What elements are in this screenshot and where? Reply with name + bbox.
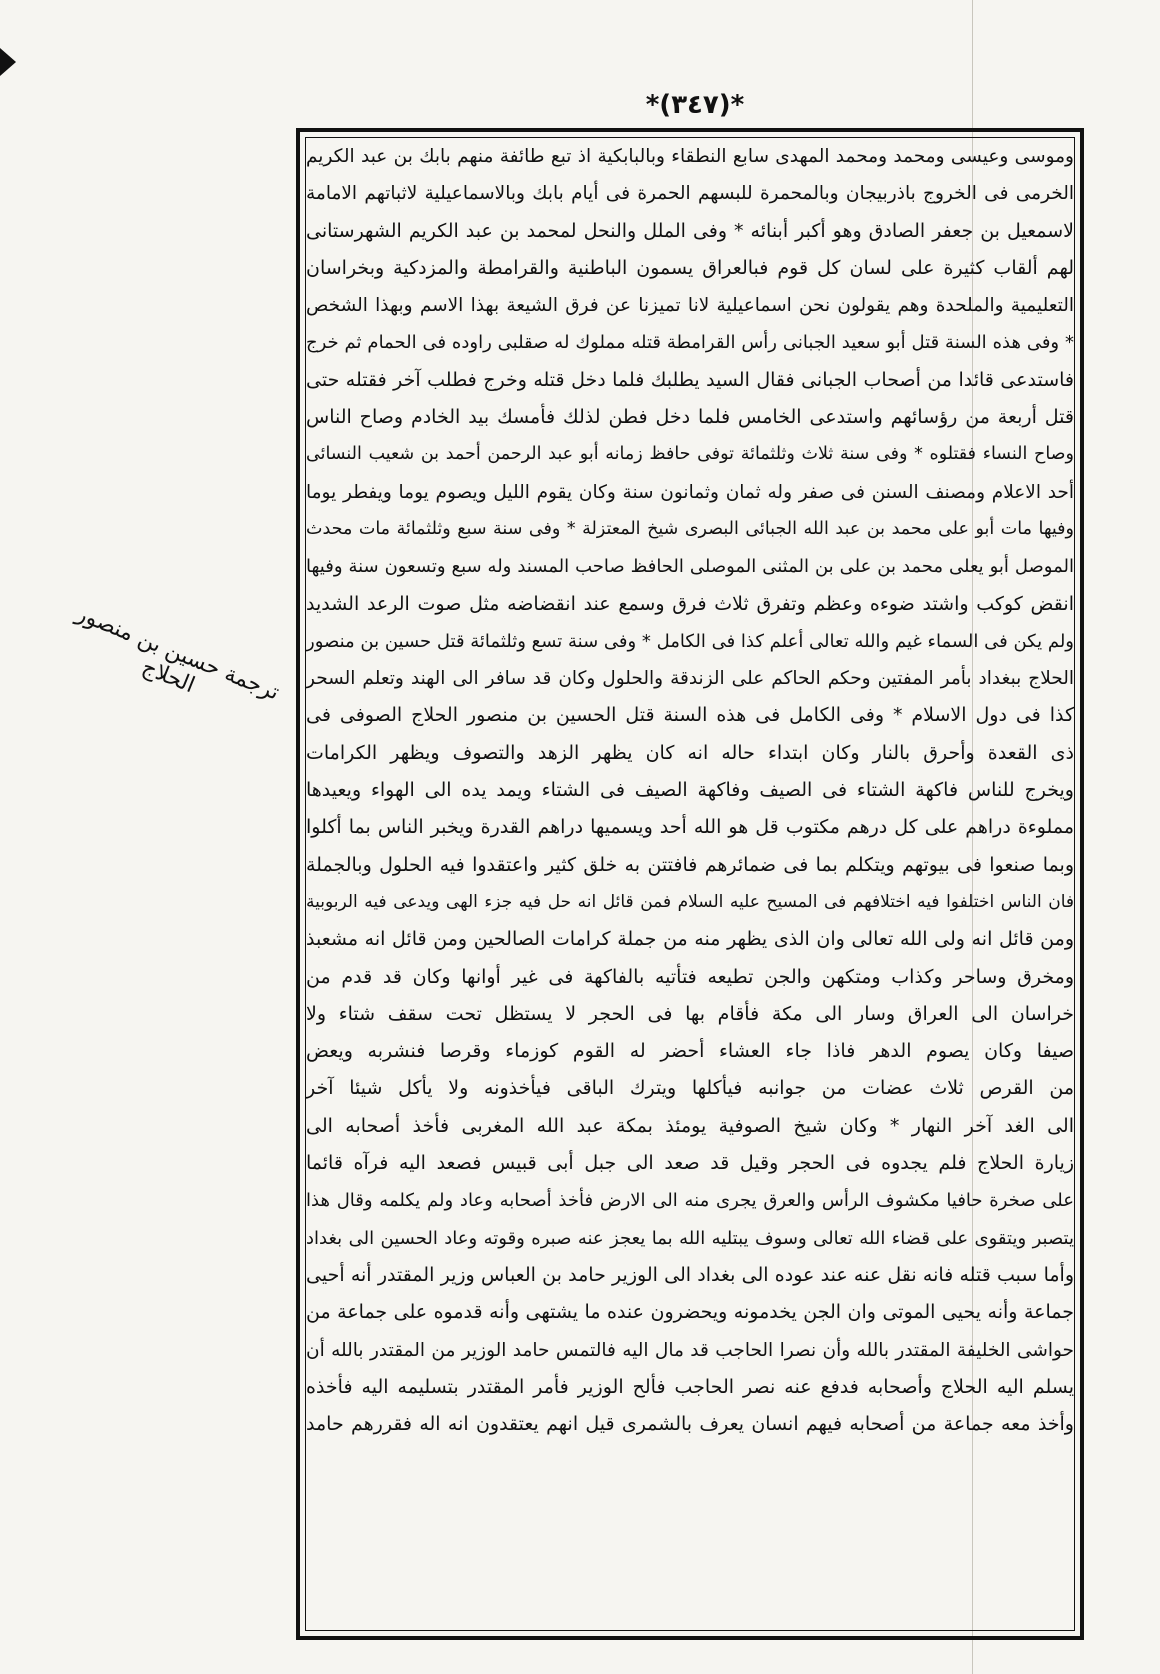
text-line: حواشى الخليفة المقتدر بالله وأن نصرا الحاجب قد مال اليه فالتمس حامد الوزير من المقتدر بالله أن [306, 1339, 1074, 1361]
text-line: وصاح النساء فقتلوه * وفى سنة ثلاث وثلثمائة توفى حافظ زمانه أبو عبد الرحمن أحمد بن شعيب النسائى [306, 444, 1074, 465]
text-line: قتل أربعة من رؤسائهم واستدعى الخامس فلما دخل فطن لذلك فأمسك بيد الخادم وصاح الناس [306, 406, 1074, 429]
text-line: وفيها مات أبو على محمد بن عبد الله الجبائى البصرى شيخ المعتزلة * وفى سنة سبع وثلثمائة مات محدث [306, 518, 1074, 539]
text-line: ولم يكن فى السماء غيم والله تعالى أعلم كذا فى الكامل * وفى سنة تسع وثلثمائة قتل حسين بن منصور [306, 630, 1074, 652]
text-line: أحد الاعلام ومصنف السنن فى صفر وله ثمان وثمانون سنة وكان يقوم الليل ويصوم يوما ويفطر يوما [306, 481, 1074, 503]
text-line: فاستدعى قائدا من أصحاب الجبانى فقال السيد يطلبك فلما دخل قتله وخرج فطلب آخر فقتله حتى [306, 368, 1074, 391]
text-line: صيفا وكان يصوم الدهر فاذا جاء العشاء أحضر له القوم كوزماء وقرصا فنشربه ويعض [306, 1040, 1074, 1063]
text-line: وأما سبب قتله فانه نقل عنه عند عوده الى بغداد الى الوزير حامد بن العباس وزير المقتدر أنه أحيى [306, 1263, 1074, 1286]
text-line: الى الغد آخر النهار * وكان شيخ الصوفية يومئذ بمكة عبد الله المغربى فأخذ أصحابه الى [306, 1114, 1074, 1137]
text-line: فان الناس اختلفوا فيه اختلافهم فى المسيح عليه السلام فمن قائل انه حل فيه جزء الهى ويدعى فيه الربوبية [306, 891, 1074, 912]
text-line: ومخرق وساحر وكذاب ومتكهن والجن تطيعه فتأتيه بالفاكهة فى غير أوانها وكان قد قدم من [306, 965, 1074, 988]
text-line: ذى القعدة وأحرق بالنار وكان ابتداء حاله انه كان يظهر الزهد والتصوف ويظهر الكرامات [306, 741, 1074, 764]
text-line: وموسى وعيسى ومحمد ومحمد المهدى سابع النطقاء وبالبابكية اذ تبع طائفة منهم بابك بن عبد الكريم [306, 146, 1074, 167]
text-line: الموصل أبو يعلى محمد بن على بن المثنى الموصلى الحافظ صاحب المسند وله سبع وتسعون سنة وفيها [306, 556, 1074, 578]
text-line: ويخرج للناس فاكهة الشتاء فى الصيف وفاكهة الصيف فى الشتاء ويمد يده الى الهواء ويعيدها [306, 779, 1074, 802]
binding-edge-mark [0, 48, 16, 76]
text-line: * وفى هذه السنة قتل أبو سعيد الجبانى رأس القرامطة قتله مملوك له صقلبى راوده فى الحمام ثم خرج [306, 332, 1074, 354]
margin-note: ترجمة حسين بن منصور الحلاج [72, 601, 283, 706]
text-line: على صخرة حافيا مكشوف الرأس والعرق يجرى منه الى الارض فأخذ أصحابه وعاد ولم يكلمه وقال هذا [306, 1190, 1074, 1212]
text-line: انقض كوكب واشتد ضوءه وعظم وتفرق ثلاث فرق وسمع عند انقضاضه مثل صوت الرعد الشديد [306, 592, 1074, 615]
text-line: الخرمى فى الخروج باذربيجان وبالمحمرة للبسهم الحمرة فى أيام بابك وبالاسماعيلية لاثباتهم الامامة [306, 183, 1074, 205]
text-line: مملوءة دراهم على كل درهم مكتوب قل هو الله أحد ويسميها دراهم القدرة ويخبر الناس بما أكلوا [306, 816, 1074, 839]
text-line: يسلم اليه الحلاج وأصحابه فدفع عنه نصر الحاجب فألح الوزير فأمر المقتدر بتسليمه اليه فأخذه [306, 1375, 1074, 1398]
body-text [306, 138, 1074, 1443]
text-line: يتصبر ويتقوى على قضاء الله تعالى وسوف يبتليه الله بما يعجز عنه صبره وقوته وعاد الحسين الى بغداد [306, 1227, 1074, 1249]
text-line: وبما صنعوا فى بيوتهم ويتكلم بما فى ضمائرهم فافتتن به خلق كثير واعتقدوا فيه الحلول وبالجملة [306, 853, 1074, 876]
text-line: وأخذ معه جماعة من أصحابه فيهم انسان يعرف بالشمرى قيل انهم يعتقدون انه اله فقررهم حامد [306, 1413, 1074, 1436]
text-line: ومن قائل انه ولى الله تعالى وان الذى يظهر منه من جملة كرامات الصالحين ومن قائل انه مشعبذ [306, 928, 1074, 951]
text-line: لهم ألقاب كثيرة على لسان كل قوم فبالعراق يسمون الباطنية والقرامطة والمزدكية وبخراسان [306, 256, 1074, 279]
text-line: الحلاج ببغداد بأمر المفتين وحكم الحاكم على الزندقة والحلول وكان قد سافر الى الهند وتعلم السحر [306, 668, 1074, 690]
text-line: زيارة الحلاج فلم يجدوه فى الحجر وقيل قد صعد الى جبل أبى قبيس فصعد اليه فرآه قائما [306, 1152, 1074, 1175]
text-line: جماعة وأنه يحيى الموتى وان الجن يخدمونه ويحضرون عنده ما يشتهى وأنه قدموه على جماعة من [306, 1301, 1074, 1324]
text-line: خراسان الى العراق وسار الى مكة فأقام بها فى الحجر لا يستظل تحت سقف شتاء ولا [306, 1002, 1074, 1025]
text-line: التعليمية والملحدة وهم يقولون نحن اسماعيلية لانا تميزنا عن فرق الشيعة بهذا الاسم وبهذا الشخص [306, 295, 1074, 317]
page-number: *(٣٤٧)* [645, 90, 745, 120]
text-line: من القرص ثلاث عضات من جوانبه فيأكلها ويترك الباقى فيأخذونه ولا يأكل شيئا آخر [306, 1077, 1074, 1100]
text-line: كذا فى دول الاسلام * وفى الكامل فى هذه السنة قتل الحسين بن منصور الحلاج الصوفى فى [306, 704, 1074, 727]
text-line: لاسمعيل بن جعفر الصادق وهو أكبر أبنائه * وفى الملل والنحل لمحمد بن عبد الكريم الشهرستانى [306, 219, 1074, 242]
